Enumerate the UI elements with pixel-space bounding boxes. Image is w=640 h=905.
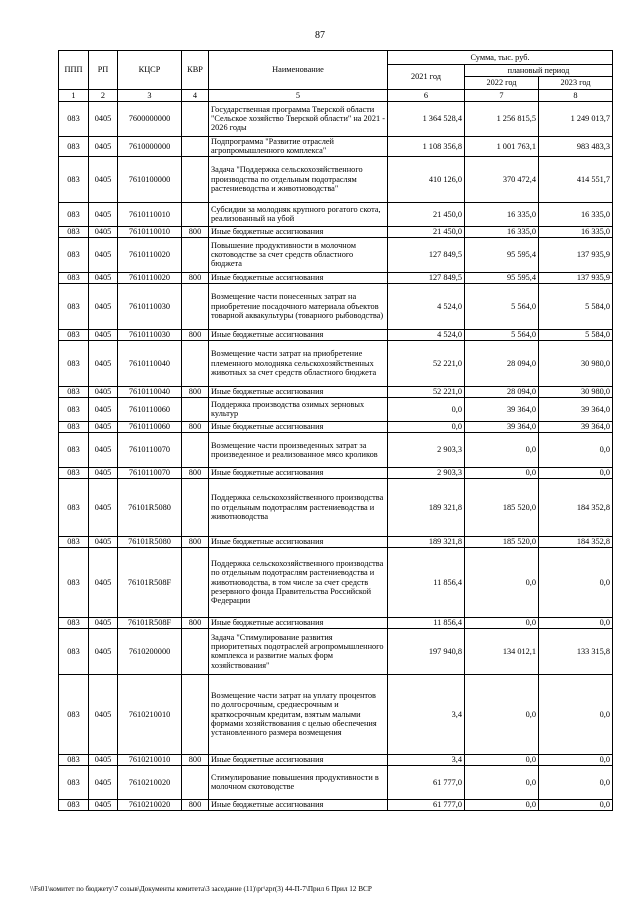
cell-kvr — [182, 397, 209, 421]
cell-sum-2023: 30 980,0 — [539, 340, 613, 386]
cell-kcsr: 7610110010 — [118, 226, 182, 237]
cell-name: Возмещение части затрат на уплату процентов по долгосрочным, среднесрочным и краткосрочным кредитам, взятым малыми формами хозяйствования с целью обеспечения установленного размера возмещения — [209, 674, 388, 754]
cell-kvr — [182, 674, 209, 754]
cell-rp: 0405 — [89, 478, 118, 536]
cell-ppp: 083 — [59, 156, 89, 202]
cell-rp: 0405 — [89, 754, 118, 765]
cell-sum-2023: 0,0 — [539, 617, 613, 628]
cell-ppp: 083 — [59, 226, 89, 237]
cell-sum-2022: 0,0 — [465, 674, 539, 754]
cell-kvr: 800 — [182, 617, 209, 628]
cell-kcsr: 7600000000 — [118, 101, 182, 136]
cell-name: Поддержка производства озимых зерновых культур — [209, 397, 388, 421]
footer-file-path: \\Fs01\комитет по бюджету\7 созыв\Документы комитета\3 заседание (11)\рг\zpr(3) 44-П-7\Прил 6 Прил 12 ВСР — [30, 885, 372, 893]
cell-rp: 0405 — [89, 237, 118, 272]
column-index: 2 — [89, 89, 118, 101]
cell-sum-2022: 0,0 — [465, 799, 539, 810]
cell-kvr — [182, 156, 209, 202]
cell-ppp: 083 — [59, 421, 89, 432]
cell-rp: 0405 — [89, 340, 118, 386]
cell-sum-2023: 133 315,8 — [539, 628, 613, 674]
cell-name: Подпрограмма "Развитие отраслей агропромышленного комплекса" — [209, 136, 388, 156]
cell-sum-2021: 1 108 356,8 — [388, 136, 465, 156]
cell-sum-2023: 0,0 — [539, 674, 613, 754]
cell-sum-2021: 1 364 528,4 — [388, 101, 465, 136]
table-row — [59, 237, 613, 272]
cell-kcsr: 7610110030 — [118, 283, 182, 329]
cell-sum-2022: 5 564,0 — [465, 329, 539, 340]
cell-sum-2022: 95 595,4 — [465, 272, 539, 283]
column-index: 6 — [388, 89, 465, 101]
cell-ppp: 083 — [59, 478, 89, 536]
cell-ppp: 083 — [59, 340, 89, 386]
cell-rp: 0405 — [89, 101, 118, 136]
cell-rp: 0405 — [89, 628, 118, 674]
cell-sum-2022: 1 256 815,5 — [465, 101, 539, 136]
cell-kvr — [182, 432, 209, 467]
cell-rp: 0405 — [89, 136, 118, 156]
cell-sum-2021: 61 777,0 — [388, 765, 465, 799]
cell-sum-2023: 0,0 — [539, 799, 613, 810]
cell-sum-2023: 16 335,0 — [539, 202, 613, 226]
cell-rp: 0405 — [89, 765, 118, 799]
header-sum: Сумма, тыс. руб. — [388, 51, 613, 65]
cell-sum-2021: 4 524,0 — [388, 329, 465, 340]
cell-sum-2023: 39 364,0 — [539, 397, 613, 421]
cell-name: Поддержка сельскохозяйственного производства по отдельным подотраслям растениеводства и животноводства — [209, 478, 388, 536]
cell-ppp: 083 — [59, 432, 89, 467]
cell-kcsr: 76101R508F — [118, 547, 182, 617]
cell-sum-2021: 21 450,0 — [388, 202, 465, 226]
cell-rp: 0405 — [89, 272, 118, 283]
cell-sum-2021: 11 856,4 — [388, 547, 465, 617]
cell-sum-2022: 0,0 — [465, 467, 539, 478]
table-row — [59, 136, 613, 156]
cell-ppp: 083 — [59, 272, 89, 283]
table-row — [59, 478, 613, 536]
cell-rp: 0405 — [89, 421, 118, 432]
cell-kcsr: 7610210020 — [118, 799, 182, 810]
table-row — [59, 202, 613, 226]
cell-sum-2023: 414 551,7 — [539, 156, 613, 202]
cell-rp: 0405 — [89, 386, 118, 397]
header-2022: 2022 год — [465, 77, 539, 89]
cell-sum-2022: 95 595,4 — [465, 237, 539, 272]
cell-kcsr: 7610210020 — [118, 765, 182, 799]
cell-rp: 0405 — [89, 432, 118, 467]
cell-rp: 0405 — [89, 156, 118, 202]
cell-name: Иные бюджетные ассигнования — [209, 799, 388, 810]
cell-sum-2021: 3,4 — [388, 674, 465, 754]
cell-sum-2021: 127 849,5 — [388, 237, 465, 272]
cell-sum-2021: 0,0 — [388, 397, 465, 421]
header-planned-period: плановый период — [465, 65, 613, 77]
cell-sum-2021: 3,4 — [388, 754, 465, 765]
cell-rp: 0405 — [89, 397, 118, 421]
table-row — [59, 467, 613, 478]
cell-sum-2023: 0,0 — [539, 547, 613, 617]
table-row — [59, 628, 613, 674]
cell-kvr — [182, 765, 209, 799]
cell-sum-2022: 185 520,0 — [465, 536, 539, 547]
cell-name: Возмещение части понесенных затрат на приобретение посадочного материала объектов товарной аквакультуры (товарного рыбоводства) — [209, 283, 388, 329]
cell-kcsr: 7610210010 — [118, 754, 182, 765]
cell-kvr — [182, 237, 209, 272]
cell-sum-2022: 39 364,0 — [465, 397, 539, 421]
cell-kvr: 800 — [182, 329, 209, 340]
cell-kvr: 800 — [182, 536, 209, 547]
cell-sum-2022: 0,0 — [465, 432, 539, 467]
cell-name: Иные бюджетные ассигнования — [209, 272, 388, 283]
cell-sum-2023: 137 935,9 — [539, 272, 613, 283]
cell-name: Иные бюджетные ассигнования — [209, 754, 388, 765]
table-row — [59, 421, 613, 432]
cell-rp: 0405 — [89, 547, 118, 617]
cell-sum-2023: 983 483,3 — [539, 136, 613, 156]
cell-sum-2021: 4 524,0 — [388, 283, 465, 329]
table-row — [59, 432, 613, 467]
cell-ppp: 083 — [59, 799, 89, 810]
cell-name: Иные бюджетные ассигнования — [209, 226, 388, 237]
cell-sum-2022: 39 364,0 — [465, 421, 539, 432]
cell-name: Возмещение части произведенных затрат за произведенное и реализованное мясо кроликов — [209, 432, 388, 467]
cell-sum-2021: 189 321,8 — [388, 536, 465, 547]
cell-ppp: 083 — [59, 467, 89, 478]
header-rp: РП — [89, 51, 118, 90]
cell-ppp: 083 — [59, 329, 89, 340]
cell-rp: 0405 — [89, 329, 118, 340]
cell-kcsr: 7610000000 — [118, 136, 182, 156]
table-row — [59, 340, 613, 386]
cell-sum-2021: 52 221,0 — [388, 340, 465, 386]
cell-kvr: 800 — [182, 754, 209, 765]
cell-kcsr: 7610110040 — [118, 386, 182, 397]
cell-kcsr: 7610210010 — [118, 674, 182, 754]
cell-kcsr: 76101R5080 — [118, 478, 182, 536]
cell-sum-2022: 0,0 — [465, 765, 539, 799]
cell-kvr — [182, 340, 209, 386]
cell-ppp: 083 — [59, 386, 89, 397]
table-row — [59, 765, 613, 799]
cell-rp: 0405 — [89, 536, 118, 547]
cell-sum-2023: 137 935,9 — [539, 237, 613, 272]
cell-sum-2023: 5 584,0 — [539, 329, 613, 340]
cell-ppp: 083 — [59, 283, 89, 329]
page-number: 87 — [315, 30, 325, 41]
cell-rp: 0405 — [89, 617, 118, 628]
cell-kvr: 800 — [182, 799, 209, 810]
cell-ppp: 083 — [59, 136, 89, 156]
cell-kcsr: 76101R5080 — [118, 536, 182, 547]
cell-sum-2023: 16 335,0 — [539, 226, 613, 237]
table-row — [59, 386, 613, 397]
table-row — [59, 674, 613, 754]
cell-kcsr: 7610110070 — [118, 467, 182, 478]
cell-kcsr: 7610200000 — [118, 628, 182, 674]
cell-sum-2022: 16 335,0 — [465, 202, 539, 226]
cell-sum-2021: 21 450,0 — [388, 226, 465, 237]
cell-kcsr: 7610110010 — [118, 202, 182, 226]
cell-sum-2023: 0,0 — [539, 765, 613, 799]
cell-sum-2023: 39 364,0 — [539, 421, 613, 432]
cell-sum-2021: 189 321,8 — [388, 478, 465, 536]
cell-kcsr: 7610110060 — [118, 397, 182, 421]
cell-ppp: 083 — [59, 237, 89, 272]
cell-sum-2022: 28 094,0 — [465, 340, 539, 386]
cell-name: Иные бюджетные ассигнования — [209, 386, 388, 397]
table-row — [59, 617, 613, 628]
cell-name: Иные бюджетные ассигнования — [209, 421, 388, 432]
cell-ppp: 083 — [59, 397, 89, 421]
table-row — [59, 397, 613, 421]
cell-kvr: 800 — [182, 226, 209, 237]
cell-name: Возмещение части затрат на приобретение племенного молодняка сельскохозяйственных животных за счет средств областного бюджета — [209, 340, 388, 386]
cell-sum-2022: 185 520,0 — [465, 478, 539, 536]
cell-name: Субсидии за молодняк крупного рогатого скота, реализованный на убой — [209, 202, 388, 226]
cell-kvr: 800 — [182, 421, 209, 432]
cell-ppp: 083 — [59, 628, 89, 674]
cell-sum-2023: 0,0 — [539, 432, 613, 467]
cell-sum-2022: 16 335,0 — [465, 226, 539, 237]
cell-ppp: 083 — [59, 547, 89, 617]
cell-sum-2021: 11 856,4 — [388, 617, 465, 628]
cell-sum-2023: 30 980,0 — [539, 386, 613, 397]
cell-sum-2022: 5 564,0 — [465, 283, 539, 329]
cell-sum-2021: 2 903,3 — [388, 432, 465, 467]
cell-name: Задача "Поддержка сельскохозяйственного производства по отдельным подотраслям растениеводства и животноводства" — [209, 156, 388, 202]
cell-kvr: 800 — [182, 386, 209, 397]
cell-sum-2022: 28 094,0 — [465, 386, 539, 397]
column-index: 8 — [539, 89, 613, 101]
cell-ppp: 083 — [59, 617, 89, 628]
cell-sum-2022: 0,0 — [465, 754, 539, 765]
budget-table — [58, 50, 613, 811]
cell-ppp: 083 — [59, 674, 89, 754]
cell-name: Иные бюджетные ассигнования — [209, 617, 388, 628]
cell-kcsr: 7610110020 — [118, 272, 182, 283]
cell-rp: 0405 — [89, 202, 118, 226]
cell-rp: 0405 — [89, 674, 118, 754]
cell-sum-2021: 197 940,8 — [388, 628, 465, 674]
cell-sum-2023: 1 249 013,7 — [539, 101, 613, 136]
cell-kcsr: 7610110020 — [118, 237, 182, 272]
cell-sum-2023: 184 352,8 — [539, 536, 613, 547]
cell-kvr: 800 — [182, 272, 209, 283]
cell-kcsr: 7610110030 — [118, 329, 182, 340]
cell-name: Поддержка сельскохозяйственного производства по отдельным подотраслям растениеводства и животноводства, в том числе за счет средств резервного фонда Правительства Российской Федерации — [209, 547, 388, 617]
cell-ppp: 083 — [59, 101, 89, 136]
column-index: 1 — [59, 89, 89, 101]
table-row — [59, 536, 613, 547]
cell-ppp: 083 — [59, 754, 89, 765]
header-2023: 2023 год — [539, 77, 613, 89]
cell-kvr — [182, 101, 209, 136]
cell-sum-2021: 2 903,3 — [388, 467, 465, 478]
cell-sum-2022: 0,0 — [465, 617, 539, 628]
cell-rp: 0405 — [89, 799, 118, 810]
cell-sum-2021: 61 777,0 — [388, 799, 465, 810]
cell-sum-2022: 1 001 763,1 — [465, 136, 539, 156]
cell-name: Повышение продуктивности в молочном скотоводстве за счет средств областного бюджета — [209, 237, 388, 272]
cell-kvr: 800 — [182, 467, 209, 478]
table-row — [59, 272, 613, 283]
cell-name: Иные бюджетные ассигнования — [209, 467, 388, 478]
cell-name: Иные бюджетные ассигнования — [209, 536, 388, 547]
cell-name: Иные бюджетные ассигнования — [209, 329, 388, 340]
cell-sum-2021: 52 221,0 — [388, 386, 465, 397]
column-index: 3 — [118, 89, 182, 101]
cell-sum-2021: 410 126,0 — [388, 156, 465, 202]
table-row — [59, 156, 613, 202]
header-kcsr: КЦСР — [118, 51, 182, 90]
header-name: Наименование — [209, 51, 388, 90]
cell-sum-2022: 134 012,1 — [465, 628, 539, 674]
cell-kcsr: 7610110060 — [118, 421, 182, 432]
header-2021: 2021 год — [388, 65, 465, 90]
cell-kcsr: 7610110040 — [118, 340, 182, 386]
cell-sum-2021: 127 849,5 — [388, 272, 465, 283]
cell-sum-2023: 0,0 — [539, 467, 613, 478]
cell-name: Стимулирование повышения продуктивности в молочном скотоводстве — [209, 765, 388, 799]
cell-sum-2021: 0,0 — [388, 421, 465, 432]
cell-rp: 0405 — [89, 283, 118, 329]
cell-kvr — [182, 628, 209, 674]
table-row — [59, 283, 613, 329]
cell-name: Государственная программа Тверской области "Сельское хозяйство Тверской области" на 2021 - 2026 годы — [209, 101, 388, 136]
cell-rp: 0405 — [89, 467, 118, 478]
header-ppp: ППП — [59, 51, 89, 90]
table-row — [59, 799, 613, 810]
cell-ppp: 083 — [59, 765, 89, 799]
cell-name: Задача "Стимулирование развития приоритетных подотраслей агропромышленного комплекса и развитие малых форм хозяйствования" — [209, 628, 388, 674]
cell-sum-2022: 370 472,4 — [465, 156, 539, 202]
cell-kcsr: 7610110070 — [118, 432, 182, 467]
header-kvr: КВР — [182, 51, 209, 90]
cell-sum-2023: 5 584,0 — [539, 283, 613, 329]
cell-kvr — [182, 136, 209, 156]
table-row — [59, 754, 613, 765]
table-row — [59, 101, 613, 136]
cell-sum-2022: 0,0 — [465, 547, 539, 617]
column-index: 7 — [465, 89, 539, 101]
cell-ppp: 083 — [59, 202, 89, 226]
cell-kvr — [182, 478, 209, 536]
table-row — [59, 547, 613, 617]
cell-kcsr: 76101R508F — [118, 617, 182, 628]
cell-ppp: 083 — [59, 536, 89, 547]
cell-sum-2023: 184 352,8 — [539, 478, 613, 536]
table-row — [59, 329, 613, 340]
cell-sum-2023: 0,0 — [539, 754, 613, 765]
cell-kvr — [182, 283, 209, 329]
table-row — [59, 226, 613, 237]
cell-kcsr: 7610100000 — [118, 156, 182, 202]
cell-rp: 0405 — [89, 226, 118, 237]
column-index: 4 — [182, 89, 209, 101]
cell-kvr — [182, 202, 209, 226]
cell-kvr — [182, 547, 209, 617]
column-index: 5 — [209, 89, 388, 101]
